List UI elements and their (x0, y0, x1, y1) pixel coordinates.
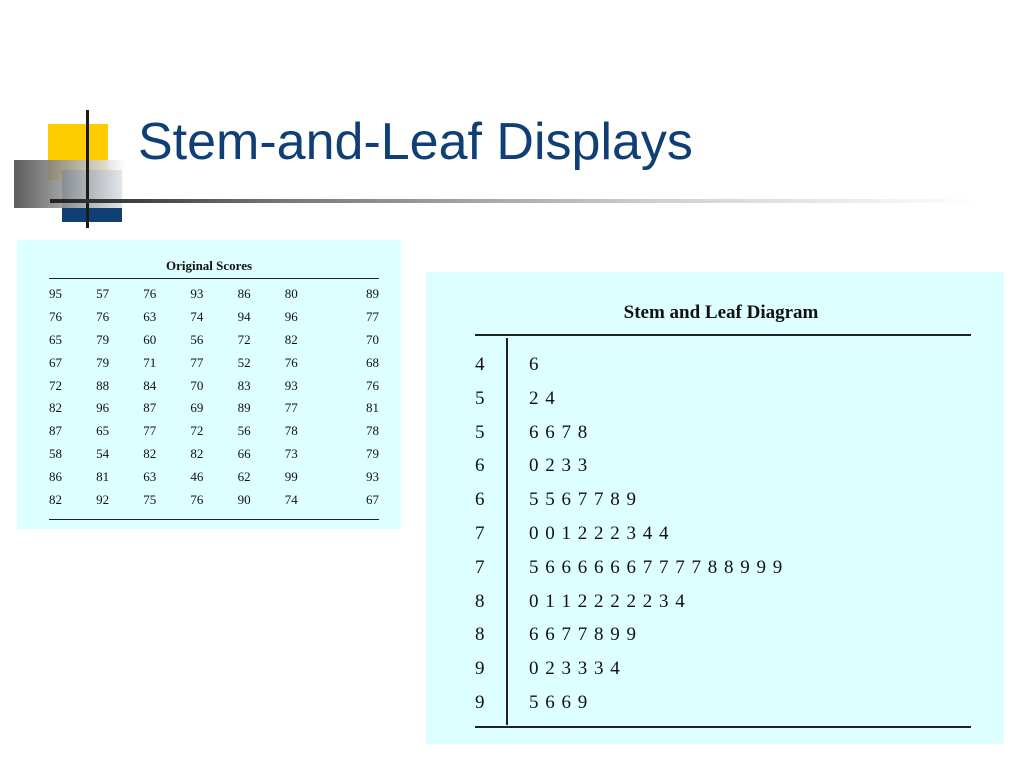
leaf-values: 0 1 1 2 2 2 2 2 3 4 (529, 590, 686, 612)
score-cell: 69 (190, 400, 204, 416)
score-cell: 76 (143, 286, 157, 302)
score-cell: 56 (237, 423, 251, 439)
score-cell: 86 (237, 286, 251, 302)
stem-leaf-panel (426, 272, 1004, 744)
leaf-values: 6 6 7 7 8 9 9 (529, 624, 637, 646)
score-cell: 93 (284, 377, 298, 393)
scores-row (49, 374, 379, 397)
score-cell: 96 (284, 309, 298, 325)
score-cell: 96 (96, 400, 110, 416)
scores-row (49, 443, 379, 466)
score-cell: 62 (237, 468, 251, 484)
score-cell: 86 (49, 468, 62, 484)
score-cell: 78 (284, 423, 298, 439)
score-cell: 75 (143, 491, 157, 507)
score-cell: 76 (284, 354, 298, 370)
score-cell: 76 (365, 377, 379, 393)
score-cell: 76 (96, 309, 110, 325)
score-cell: 89 (365, 286, 379, 302)
scores-row (49, 420, 379, 443)
score-cell: 79 (96, 354, 110, 370)
leaf-values: 0 2 3 3 3 4 (529, 658, 621, 680)
score-cell: 56 (190, 331, 204, 347)
leaf-values: 6 (529, 354, 540, 375)
scores-row (49, 488, 379, 511)
stem-value: 5 (475, 421, 485, 443)
score-cell: 66 (237, 445, 251, 461)
score-cell: 77 (143, 423, 157, 439)
score-cell: 94 (237, 309, 251, 325)
stem-leaf-bottom-rule (475, 726, 971, 728)
stem-value: 7 (475, 556, 485, 578)
score-cell: 82 (49, 400, 62, 416)
score-cell: 87 (143, 400, 157, 416)
scores-row (49, 306, 379, 329)
score-cell: 79 (96, 331, 110, 347)
score-cell: 77 (284, 400, 298, 416)
score-cell: 72 (237, 331, 251, 347)
score-cell: 90 (237, 491, 251, 507)
original-scores-panel (17, 240, 401, 529)
score-cell: 82 (49, 491, 62, 507)
score-cell: 88 (96, 377, 110, 393)
stem-value: 9 (475, 658, 485, 680)
score-cell: 72 (190, 423, 204, 439)
score-cell: 67 (365, 491, 379, 507)
score-cell: 68 (365, 354, 379, 370)
score-cell: 99 (284, 468, 298, 484)
stem-value: 6 (475, 489, 485, 511)
score-cell: 77 (190, 354, 204, 370)
score-cell: 76 (190, 491, 204, 507)
scores-row (49, 329, 379, 352)
score-cell: 46 (190, 468, 204, 484)
scores-table-title: Original Scores (165, 258, 253, 273)
score-cell: 74 (190, 309, 204, 325)
score-cell: 82 (190, 445, 204, 461)
score-cell: 72 (49, 377, 62, 393)
scores-top-rule (49, 278, 379, 279)
score-cell: 70 (190, 377, 204, 393)
scores-bottom-rule (49, 519, 379, 520)
stem-value: 7 (475, 522, 485, 544)
leaf-values: 6 6 7 8 (529, 421, 589, 443)
score-cell: 87 (49, 423, 62, 439)
score-cell: 83 (237, 377, 251, 393)
score-cell: 80 (284, 286, 298, 302)
scores-table (49, 283, 379, 511)
score-cell: 77 (365, 309, 379, 325)
score-cell: 78 (365, 423, 379, 439)
score-cell: 54 (96, 445, 110, 461)
score-cell: 84 (143, 377, 157, 393)
score-cell: 63 (143, 468, 157, 484)
score-cell: 60 (143, 331, 157, 347)
score-cell: 93 (190, 286, 204, 302)
leaf-values: 2 4 (529, 387, 556, 409)
scores-row (49, 351, 379, 374)
score-cell: 81 (365, 400, 379, 416)
score-cell: 58 (49, 445, 62, 461)
stem-value: 8 (475, 624, 485, 646)
stem-value: 6 (475, 455, 485, 477)
leaf-values: 5 6 6 9 (529, 691, 589, 713)
score-cell: 71 (143, 354, 157, 370)
score-cell: 67 (49, 354, 62, 370)
scores-row (49, 397, 379, 420)
score-cell: 82 (143, 445, 157, 461)
score-cell: 74 (284, 491, 298, 507)
score-cell: 92 (96, 491, 110, 507)
leaf-values: 5 6 6 6 6 6 6 7 7 7 7 8 8 9 9 9 (529, 556, 784, 578)
scores-row (49, 283, 379, 306)
score-cell: 95 (49, 286, 62, 302)
slide-title: Stem-and-Leaf Displays (138, 113, 693, 171)
stem-leaf-top-rule (475, 334, 971, 336)
score-cell: 73 (284, 445, 298, 461)
decor-vertical-line (86, 110, 89, 228)
score-cell: 79 (365, 445, 379, 461)
scores-row (49, 465, 379, 488)
leaf-values: 0 0 1 2 2 2 3 4 4 (529, 522, 670, 544)
score-cell: 65 (49, 331, 62, 347)
score-cell: 89 (237, 400, 251, 416)
stem-value: 4 (475, 354, 485, 375)
score-cell: 82 (284, 331, 298, 347)
score-cell: 65 (96, 423, 110, 439)
score-cell: 81 (96, 468, 110, 484)
leaf-values: 0 2 3 3 (529, 455, 589, 477)
stem-leaf-title: Stem and Leaf Diagram (623, 302, 819, 323)
title-underline (50, 199, 980, 203)
stem-value: 5 (475, 387, 485, 409)
score-cell: 76 (49, 309, 62, 325)
stem-value: 9 (475, 691, 485, 713)
score-cell: 93 (365, 468, 379, 484)
stem-value: 8 (475, 590, 485, 612)
score-cell: 57 (96, 286, 110, 302)
leaf-values: 5 5 6 7 7 8 9 (529, 489, 637, 511)
score-cell: 70 (365, 331, 379, 347)
stem-leaf-divider (506, 338, 508, 725)
score-cell: 52 (237, 354, 251, 370)
score-cell: 63 (143, 309, 157, 325)
